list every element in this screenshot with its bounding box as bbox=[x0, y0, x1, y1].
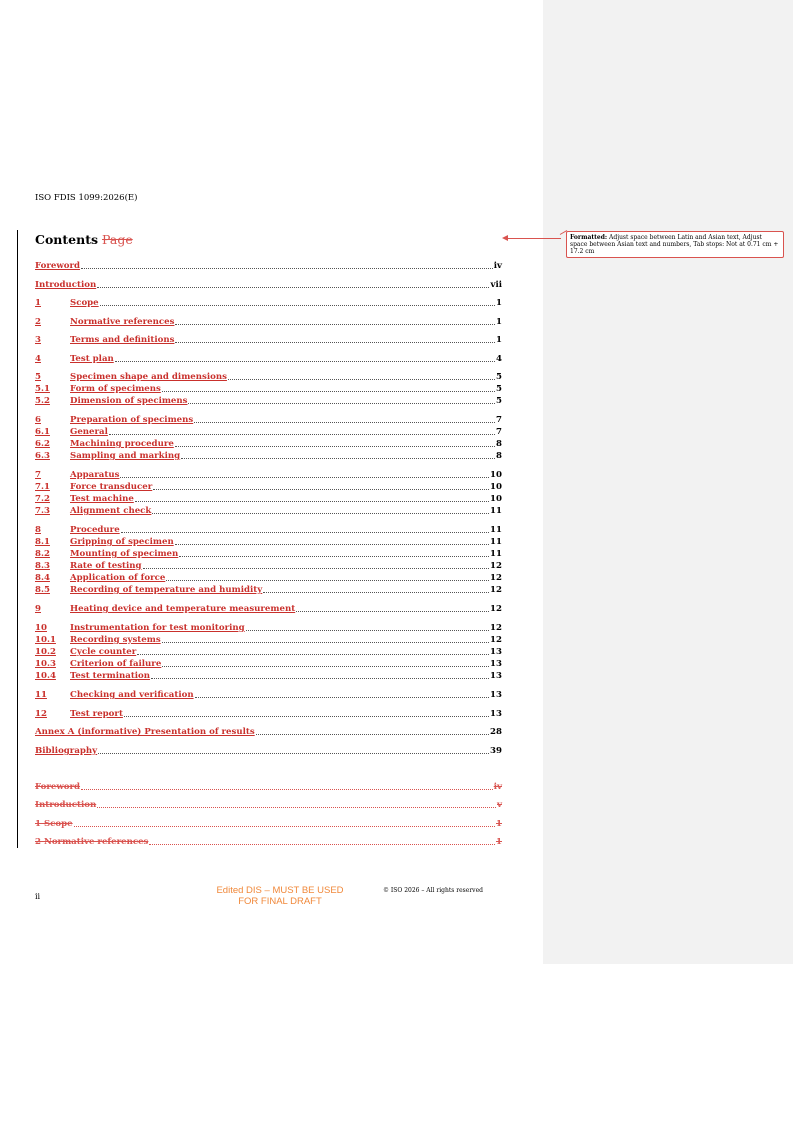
toc-title: Instrumentation for test monitoring bbox=[70, 623, 245, 633]
toc-page-number: 5 bbox=[496, 372, 502, 382]
footer-page-number: ii bbox=[35, 892, 41, 901]
comment-connector-line bbox=[505, 238, 561, 239]
toc-leader-dots bbox=[175, 324, 495, 325]
toc-title: Checking and verification bbox=[70, 690, 194, 700]
toc-entry-bibliography[interactable] bbox=[35, 745, 502, 757]
toc-number: 5.2 bbox=[35, 396, 50, 406]
toc-leader-dots bbox=[246, 630, 489, 631]
comment-text: Adjust space between Latin and Asian text, Adjust space between Asian text and numbers, Tab stops: Not at 0.71 cm + 17.2 cm bbox=[570, 234, 779, 255]
toc-page-number: 13 bbox=[490, 647, 502, 657]
toc-entry-8[interactable] bbox=[35, 524, 502, 536]
contents-heading bbox=[35, 232, 133, 247]
toc-leader-dots bbox=[175, 544, 489, 545]
toc-number: 12 bbox=[35, 709, 47, 719]
toc-entry-1[interactable] bbox=[35, 297, 502, 309]
toc-leader-dots bbox=[149, 844, 495, 845]
toc-title: Foreword bbox=[35, 261, 81, 271]
toc-number: 7.2 bbox=[35, 494, 50, 504]
toc-title: Mounting of specimen bbox=[70, 549, 179, 559]
toc-leader-dots bbox=[194, 422, 495, 423]
toc-leader-dots bbox=[109, 434, 495, 435]
toc-number: 7 bbox=[35, 470, 41, 480]
toc-page-number: 10 bbox=[490, 494, 502, 504]
toc-entry-3[interactable] bbox=[35, 334, 502, 346]
toc-page-number: iv bbox=[493, 782, 502, 792]
toc-page-number: 12 bbox=[490, 623, 502, 633]
toc-entry-8-1[interactable] bbox=[35, 536, 502, 548]
toc-title: Specimen shape and dimensions bbox=[70, 372, 227, 382]
toc-leader-dots bbox=[97, 287, 489, 288]
change-bar bbox=[17, 230, 18, 848]
toc-leader-dots bbox=[263, 592, 489, 593]
toc-number: 11 bbox=[35, 690, 47, 700]
toc-entry-7-3[interactable] bbox=[35, 505, 502, 517]
toc-page-number: 8 bbox=[496, 451, 502, 461]
toc-title: Foreword bbox=[35, 782, 81, 792]
toc-leader-dots bbox=[121, 532, 489, 533]
toc-leader-dots bbox=[97, 807, 496, 808]
toc-page-number: 1 bbox=[496, 335, 502, 345]
toc-entry-8-2[interactable] bbox=[35, 548, 502, 560]
toc-page-number: 11 bbox=[490, 506, 502, 516]
toc-leader-dots bbox=[162, 642, 489, 643]
toc-title: General bbox=[70, 427, 108, 437]
toc-title: Introduction bbox=[35, 280, 97, 290]
deleted-page-label: Page bbox=[102, 232, 133, 247]
toc-title: Annex A (informative) Presentation of results bbox=[35, 727, 255, 737]
toc-leader-dots bbox=[115, 361, 495, 362]
toc-page-number: 1 bbox=[496, 298, 502, 308]
toc-title: Cycle counter bbox=[70, 647, 137, 657]
toc-page-number: 13 bbox=[490, 690, 502, 700]
toc-page-number: 12 bbox=[490, 561, 502, 571]
toc-entry-8-5[interactable] bbox=[35, 584, 502, 596]
toc-title: Sampling and marking bbox=[70, 451, 181, 461]
toc-entry-10-4[interactable] bbox=[35, 670, 502, 682]
toc-leader-dots bbox=[143, 568, 490, 569]
toc-title: Test plan bbox=[70, 354, 114, 364]
deleted-toc-entry-introduction[interactable] bbox=[35, 799, 502, 811]
toc-number: 8 bbox=[35, 525, 41, 535]
toc-title: Dimension of specimens bbox=[70, 396, 188, 406]
toc-entry-7-2[interactable] bbox=[35, 493, 502, 505]
toc-page-number: 39 bbox=[490, 746, 502, 756]
comment-label: Formatted: bbox=[570, 234, 608, 241]
toc-entry-5-1[interactable] bbox=[35, 383, 502, 395]
toc-title: 2 Normative references bbox=[35, 837, 149, 847]
toc-title: Force transducer bbox=[70, 482, 153, 492]
toc-page-number: iv bbox=[493, 261, 502, 271]
toc-leader-dots bbox=[152, 513, 489, 514]
toc-leader-dots bbox=[74, 826, 495, 827]
toc-number: 10 bbox=[35, 623, 47, 633]
toc-page-number: 12 bbox=[490, 585, 502, 595]
toc-title: Test termination bbox=[70, 671, 151, 681]
toc-entry-7[interactable] bbox=[35, 469, 502, 481]
toc-entry-9[interactable] bbox=[35, 603, 502, 615]
toc-leader-dots bbox=[151, 678, 489, 679]
toc-title: Procedure bbox=[70, 525, 120, 535]
toc-leader-dots bbox=[188, 403, 495, 404]
toc-title: Criterion of failure bbox=[70, 659, 162, 669]
toc-number: 6.1 bbox=[35, 427, 50, 437]
toc-number: 5.1 bbox=[35, 384, 50, 394]
toc-page-number: 11 bbox=[490, 525, 502, 535]
toc-page-number: 4 bbox=[496, 354, 502, 364]
toc-page-number: 12 bbox=[490, 635, 502, 645]
toc-title: Form of specimens bbox=[70, 384, 161, 394]
toc-number: 3 bbox=[35, 335, 41, 345]
toc-leader-dots bbox=[195, 697, 489, 698]
toc-leader-dots bbox=[256, 734, 489, 735]
toc-title: Preparation of specimens bbox=[70, 415, 194, 425]
toc-title: Scope bbox=[70, 298, 99, 308]
toc-page-number: 10 bbox=[490, 482, 502, 492]
toc-title: Machining procedure bbox=[70, 439, 174, 449]
toc-entry-6[interactable] bbox=[35, 414, 502, 426]
toc-page-number: 7 bbox=[496, 415, 502, 425]
toc-number: 10.2 bbox=[35, 647, 56, 657]
toc-entry-10[interactable] bbox=[35, 622, 502, 634]
toc-number: 10.1 bbox=[35, 635, 56, 645]
contents-title: Contents bbox=[35, 232, 99, 247]
toc-number: 8.2 bbox=[35, 549, 50, 559]
formatting-comment-balloon[interactable] bbox=[566, 231, 784, 258]
toc-page-number: 28 bbox=[490, 727, 502, 737]
footer-watermark bbox=[185, 885, 375, 907]
toc-title: 1 Scope bbox=[35, 819, 73, 829]
toc-entry-5[interactable] bbox=[35, 371, 502, 383]
toc-entry-7-1[interactable] bbox=[35, 481, 502, 493]
toc-entry-introduction[interactable] bbox=[35, 279, 502, 291]
toc-leader-dots bbox=[81, 268, 493, 269]
toc-number: 10.3 bbox=[35, 659, 56, 669]
toc-number: 2 bbox=[35, 317, 41, 327]
toc-page-number: 11 bbox=[490, 549, 502, 559]
watermark-line-2: FOR FINAL DRAFT bbox=[238, 896, 322, 907]
toc-page-number: 5 bbox=[496, 384, 502, 394]
toc-leader-dots bbox=[120, 477, 489, 478]
toc-leader-dots bbox=[175, 446, 495, 447]
toc-page-number: 1 bbox=[496, 317, 502, 327]
toc-number: 9 bbox=[35, 604, 41, 614]
toc-page-number: 12 bbox=[490, 604, 502, 614]
toc-page-number: 10 bbox=[490, 470, 502, 480]
toc-leader-dots bbox=[153, 489, 489, 490]
toc-page-number: 1 bbox=[496, 819, 502, 829]
toc-page-number: 13 bbox=[490, 671, 502, 681]
toc-title: Heating device and temperature measurement bbox=[70, 604, 296, 614]
toc-page-number: v bbox=[497, 800, 502, 810]
toc-entry-8-4[interactable] bbox=[35, 572, 502, 584]
toc-leader-dots bbox=[100, 305, 495, 306]
toc-title: Alignment check bbox=[70, 506, 152, 516]
toc-leader-dots bbox=[98, 753, 489, 754]
toc-page-number: 13 bbox=[490, 709, 502, 719]
toc-entry-8-3[interactable] bbox=[35, 560, 502, 572]
toc-leader-dots bbox=[296, 611, 489, 612]
toc-number: 10.4 bbox=[35, 671, 56, 681]
toc-entry-annex-a[interactable] bbox=[35, 726, 502, 738]
toc-number: 7.3 bbox=[35, 506, 50, 516]
toc-number: 5 bbox=[35, 372, 41, 382]
toc-leader-dots bbox=[228, 379, 495, 380]
toc-entry-2[interactable] bbox=[35, 316, 502, 328]
toc-title: Gripping of specimen bbox=[70, 537, 174, 547]
toc-title: Bibliography bbox=[35, 746, 98, 756]
watermark-line-1: Edited DIS – MUST BE USED bbox=[216, 885, 344, 896]
toc-title: Introduction bbox=[35, 800, 97, 810]
toc-entry-10-3[interactable] bbox=[35, 658, 502, 670]
toc-page-number: 8 bbox=[496, 439, 502, 449]
toc-number: 7.1 bbox=[35, 482, 50, 492]
toc-entry-5-2[interactable] bbox=[35, 395, 502, 407]
toc-leader-dots bbox=[175, 342, 495, 343]
toc-page-number: 5 bbox=[496, 396, 502, 406]
toc-title: Terms and definitions bbox=[70, 335, 175, 345]
toc-entry-foreword[interactable] bbox=[35, 260, 502, 272]
toc-leader-dots bbox=[137, 654, 489, 655]
toc-entry-6-3[interactable] bbox=[35, 450, 502, 462]
toc-entry-10-2[interactable] bbox=[35, 646, 502, 658]
toc-entry-4[interactable] bbox=[35, 353, 502, 365]
toc-number: 6 bbox=[35, 415, 41, 425]
toc-title: Normative references bbox=[70, 317, 175, 327]
footer-copyright: © ISO 2026 – All rights reserved bbox=[383, 887, 483, 894]
toc-number: 6.2 bbox=[35, 439, 50, 449]
toc-leader-dots bbox=[162, 391, 495, 392]
toc-leader-dots bbox=[162, 666, 489, 667]
toc-leader-dots bbox=[135, 501, 489, 502]
toc-leader-dots bbox=[81, 789, 493, 790]
markup-pane bbox=[543, 0, 793, 964]
toc-title: Application of force bbox=[70, 573, 166, 583]
toc-number: 1 bbox=[35, 298, 41, 308]
toc-entry-10-1[interactable] bbox=[35, 634, 502, 646]
toc-number: 8.4 bbox=[35, 573, 50, 583]
toc-title: Recording of temperature and humidity bbox=[70, 585, 263, 595]
deleted-toc-entry-foreword[interactable] bbox=[35, 781, 502, 793]
toc-leader-dots bbox=[181, 458, 495, 459]
toc-page-number: vii bbox=[490, 280, 502, 290]
toc-number: 4 bbox=[35, 354, 41, 364]
toc-title: Test report bbox=[70, 709, 123, 719]
toc-leader-dots bbox=[179, 556, 489, 557]
toc-entry-12[interactable] bbox=[35, 708, 502, 720]
toc-number: 8.1 bbox=[35, 537, 50, 547]
toc-number: 8.3 bbox=[35, 561, 50, 571]
document-id-header: ISO FDIS 1099:2026(E) bbox=[35, 193, 138, 203]
toc-title: Test machine bbox=[70, 494, 134, 504]
toc-page-number: 12 bbox=[490, 573, 502, 583]
toc-entry-6-2[interactable] bbox=[35, 438, 502, 450]
toc-leader-dots bbox=[166, 580, 489, 581]
toc-entry-6-1[interactable] bbox=[35, 426, 502, 438]
toc-page-number: 7 bbox=[496, 427, 502, 437]
toc-title: Rate of testing bbox=[70, 561, 142, 571]
toc-number: 6.3 bbox=[35, 451, 50, 461]
toc-number: 8.5 bbox=[35, 585, 50, 595]
deleted-toc-entry-scope[interactable] bbox=[35, 818, 502, 830]
toc-title: Recording systems bbox=[70, 635, 161, 645]
toc-page-number: 1 bbox=[496, 837, 502, 847]
toc-entry-11[interactable] bbox=[35, 689, 502, 701]
toc-page-number: 11 bbox=[490, 537, 502, 547]
toc-leader-dots bbox=[124, 716, 489, 717]
deleted-toc-entry-normative-references[interactable] bbox=[35, 836, 502, 848]
toc-title: Apparatus bbox=[70, 470, 120, 480]
toc-page-number: 13 bbox=[490, 659, 502, 669]
